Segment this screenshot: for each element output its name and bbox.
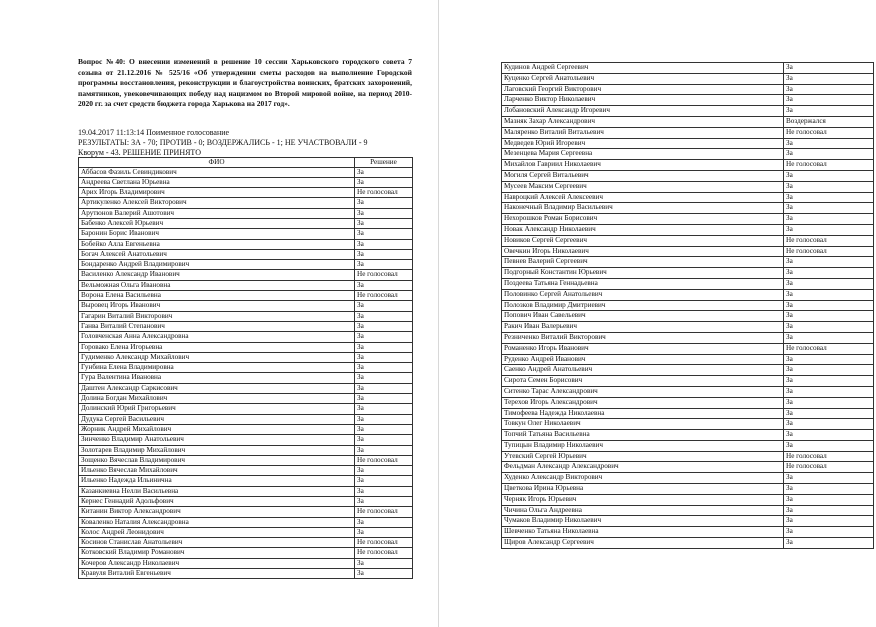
vote-decision: За [784, 268, 874, 279]
deputy-name: Долина Богдан Михайлович [79, 394, 355, 404]
vote-table-left [78, 157, 413, 579]
table-row [502, 106, 874, 117]
deputy-name: Черняк Игорь Юрьевич [502, 494, 784, 505]
table-row [79, 301, 413, 311]
table-row [79, 486, 413, 496]
deputy-name: Кернес Геннадий Адольфович [79, 497, 355, 507]
table-row [79, 404, 413, 414]
deputy-name: Михайлов Гавриил Николаевич [502, 160, 784, 171]
table-row [79, 198, 413, 208]
page-right [438, 0, 876, 627]
vote-decision: За [355, 435, 413, 445]
deputy-name: Чумаков Владимир Николаевич [502, 516, 784, 527]
vote-decision: За [784, 84, 874, 95]
table-row [79, 208, 413, 218]
table-row [79, 414, 413, 424]
vote-decision: За [784, 397, 874, 408]
table-row [502, 419, 874, 430]
vote-decision: За [784, 181, 874, 192]
table-row [502, 462, 874, 473]
deputy-name: Мусеев Максим Сергеевич [502, 181, 784, 192]
vote-decision: Не голосовал [784, 343, 874, 354]
vote-decision: За [355, 569, 413, 579]
vote-decision: За [784, 289, 874, 300]
deputy-name: Половинко Сергей Анатольевич [502, 289, 784, 300]
header-name: ФИО [79, 158, 355, 168]
table-row [79, 229, 413, 239]
vote-decision: Не голосовал [355, 538, 413, 548]
vote-decision: За [784, 278, 874, 289]
vote-decision: Не голосовал [355, 455, 413, 465]
table-row [502, 73, 874, 84]
table-row [79, 280, 413, 290]
vote-decision: За [355, 383, 413, 393]
table-row [79, 517, 413, 527]
vote-decision: За [784, 138, 874, 149]
table-row [502, 322, 874, 333]
deputy-name: Топчий Татьяна Васильевна [502, 430, 784, 441]
deputy-name: Шевченко Татьяна Николаевна [502, 527, 784, 538]
vote-decision: Не голосовал [355, 507, 413, 517]
vote-decision: Не голосовал [355, 188, 413, 198]
deputy-name: Ганва Виталий Степанович [79, 321, 355, 331]
deputy-name: Ларченко Виктор Николаевич [502, 95, 784, 106]
question-title: Вопрос №40: О внесении изменений в решение 10 сессии Харьковского городского совета 7 созыва от 21.12.2016 № 525/16 «Об утверждении сметы расходов на выполнение Городской программы восстановления, реконструкции и благоустройства воинских, братских захоронений, памятников, увековечивающих победу над нацизмом во Второй мировой войне, на период 2010-2020 гг. за счет средств бюджета города Харькова на 2017 год». [78, 57, 412, 108]
vote-decision: За [784, 505, 874, 516]
deputy-name: Сирота Семен Борисович [502, 376, 784, 387]
vote-decision: За [355, 527, 413, 537]
vote-decision: За [784, 354, 874, 365]
deputy-name: Товкун Олег Николаевич [502, 419, 784, 430]
table-row [502, 84, 874, 95]
header-decision: Решение [355, 158, 413, 168]
vote-decision: За [784, 322, 874, 333]
vote-decision: За [784, 386, 874, 397]
table-row [79, 311, 413, 321]
table-row [502, 268, 874, 279]
table-row [502, 484, 874, 495]
table-row [79, 342, 413, 352]
table-row [79, 188, 413, 198]
table-row [502, 343, 874, 354]
vote-decision: За [784, 311, 874, 322]
vote-decision: За [355, 476, 413, 486]
table-row [79, 527, 413, 537]
vote-decision: За [355, 332, 413, 342]
table-row [502, 127, 874, 138]
deputy-name: Нехорошков Роман Борисович [502, 214, 784, 225]
table-row [502, 494, 874, 505]
deputy-name: Богач Алексей Анатольевич [79, 249, 355, 259]
vote-table-right [501, 62, 874, 549]
vote-decision: За [355, 280, 413, 290]
table-row [502, 257, 874, 268]
vote-decision: За [355, 167, 413, 177]
table-row [502, 181, 874, 192]
table-row [502, 149, 874, 160]
table-row [502, 473, 874, 484]
vote-decision: За [784, 527, 874, 538]
deputy-name: Куценко Сергей Анатольевич [502, 73, 784, 84]
deputy-name: Чичина Ольга Андреевна [502, 505, 784, 516]
vote-decision: За [784, 149, 874, 160]
vote-decision: За [784, 365, 874, 376]
table-row [79, 373, 413, 383]
deputy-name: Кудинов Андрей Сергеевич [502, 63, 784, 74]
vote-decision: Не голосовал [784, 235, 874, 246]
deputy-name: Гура Валентина Ивановна [79, 373, 355, 383]
table-row [502, 376, 874, 387]
deputy-name: Руденко Андрей Иванович [502, 354, 784, 365]
deputy-name: Даштен Александр Саркисович [79, 383, 355, 393]
deputy-name: Утевский Сергей Юрьевич [502, 451, 784, 462]
deputy-name: Ильенко Вячеслав Михайлович [79, 466, 355, 476]
deputy-name: Маляренко Виталий Витальевич [502, 127, 784, 138]
vote-decision: За [355, 260, 413, 270]
vote-decision: Не голосовал [784, 462, 874, 473]
table-row [79, 455, 413, 465]
deputy-name: Мезенцева Мария Сергеевна [502, 149, 784, 160]
deputy-name: Полозков Владимир Дмитриевич [502, 300, 784, 311]
vote-decision: За [784, 376, 874, 387]
table-row [79, 507, 413, 517]
vote-decision: За [355, 321, 413, 331]
deputy-name: Китанин Виктор Александрович [79, 507, 355, 517]
vote-decision: Не голосовал [355, 548, 413, 558]
vote-decision: Воздержался [784, 116, 874, 127]
vote-decision: За [784, 95, 874, 106]
vote-decision: Не голосовал [355, 291, 413, 301]
deputy-name: Кочеров Александр Николаевич [79, 558, 355, 568]
vote-decision: За [355, 517, 413, 527]
table-row [79, 548, 413, 558]
vote-decision: За [355, 558, 413, 568]
table-row [79, 476, 413, 486]
table-row [79, 435, 413, 445]
deputy-name: Зинченко Владимир Анатольевич [79, 435, 355, 445]
table-row [79, 218, 413, 228]
deputy-name: Бондаренко Андрей Владимирович [79, 260, 355, 270]
table-row [79, 167, 413, 177]
table-row [502, 386, 874, 397]
table-row [79, 352, 413, 362]
deputy-name: Головченская Анна Александровна [79, 332, 355, 342]
vote-decision: За [355, 497, 413, 507]
vote-decision: За [355, 249, 413, 259]
table-row [502, 505, 874, 516]
vote-decision: За [355, 486, 413, 496]
table-header-row [79, 158, 413, 168]
deputy-name: Ракич Иван Валерьевич [502, 322, 784, 333]
deputy-name: Аббасов Фазиль Севиндикович [79, 167, 355, 177]
vote-decision: За [355, 404, 413, 414]
vote-decision: За [784, 408, 874, 419]
deputy-name: Бобейко Алла Евгеньевна [79, 239, 355, 249]
vote-decision: За [784, 300, 874, 311]
vote-decision: За [784, 484, 874, 495]
table-row [79, 270, 413, 280]
table-row [502, 203, 874, 214]
deputy-name: Саенко Андрей Анатольевич [502, 365, 784, 376]
vote-decision: За [355, 363, 413, 373]
table-row [79, 239, 413, 249]
deputy-name: Худенко Александр Викторович [502, 473, 784, 484]
table-row [502, 116, 874, 127]
table-row [79, 569, 413, 579]
table-row [79, 177, 413, 187]
table-row [79, 558, 413, 568]
table-row [502, 246, 874, 257]
table-row [502, 354, 874, 365]
deputy-name: Василенко Александр Иванович [79, 270, 355, 280]
deputy-name: Горовако Елена Игорьевна [79, 342, 355, 352]
table-row [79, 332, 413, 342]
deputy-name: Коваленко Наталия Александровна [79, 517, 355, 527]
table-row [502, 332, 874, 343]
vote-decision: За [355, 239, 413, 249]
deputy-name: Гудименко Александр Михайлович [79, 352, 355, 362]
vote-decision: За [784, 106, 874, 117]
deputy-name: Певнев Валерий Сергеевич [502, 257, 784, 268]
deputy-name: Бабенко Алексей Юрьевич [79, 218, 355, 228]
table-row [502, 397, 874, 408]
vote-decision: За [784, 538, 874, 549]
vote-decision: За [784, 203, 874, 214]
vote-decision: За [784, 473, 874, 484]
table-row [502, 300, 874, 311]
table-row [502, 451, 874, 462]
vote-decision: За [355, 218, 413, 228]
deputy-name: Щиров Александр Сергеевич [502, 538, 784, 549]
deputy-name: Резниченко Виталий Викторович [502, 332, 784, 343]
table-row [79, 249, 413, 259]
vote-decision: За [784, 63, 874, 74]
table-row [502, 538, 874, 549]
vote-decision: За [355, 373, 413, 383]
deputy-name: Подгорный Константин Юрьевич [502, 268, 784, 279]
vote-decision: За [784, 73, 874, 84]
deputy-name: Дудука Сергей Васильевич [79, 414, 355, 424]
deputy-name: Мазняк Захар Александрович [502, 116, 784, 127]
deputy-name: Вельможная Ольга Ивановна [79, 280, 355, 290]
table-row [79, 466, 413, 476]
deputy-name: Арих Игорь Владимирович [79, 188, 355, 198]
deputy-name: Могиля Сергей Витальевич [502, 170, 784, 181]
vote-decision: За [355, 208, 413, 218]
table-row [502, 365, 874, 376]
vote-decision: За [784, 440, 874, 451]
vote-decision: За [784, 494, 874, 505]
table-row [79, 538, 413, 548]
table-row [502, 311, 874, 322]
deputy-name: Зощенко Вячеслав Владимирович [79, 455, 355, 465]
vote-decision: Не голосовал [784, 246, 874, 257]
table-row [502, 527, 874, 538]
deputy-name: Арутюнов Валерий Ашотович [79, 208, 355, 218]
vote-decision: За [355, 424, 413, 434]
vote-decision: За [355, 177, 413, 187]
vote-decision: За [784, 419, 874, 430]
table-row [502, 63, 874, 74]
deputy-name: Фельдман Александр Александрович [502, 462, 784, 473]
vote-decision: За [355, 394, 413, 404]
table-row [502, 235, 874, 246]
deputy-name: Колос Андрей Леонидович [79, 527, 355, 537]
deputy-name: Лобановский Александр Игоревич [502, 106, 784, 117]
deputy-name: Цветкова Ирина Юрьевна [502, 484, 784, 495]
vote-decision: За [355, 352, 413, 362]
table-row [502, 95, 874, 106]
table-row [79, 497, 413, 507]
vote-decision: За [784, 214, 874, 225]
table-row [502, 289, 874, 300]
vote-decision: За [784, 430, 874, 441]
deputy-name: Андреева Светлана Юрьевна [79, 177, 355, 187]
deputy-name: Овечкин Игорь Николаевич [502, 246, 784, 257]
vote-decision: Не голосовал [784, 160, 874, 171]
table-row [502, 160, 874, 171]
vote-results: РЕЗУЛЬТАТЫ: ЗА - 70; ПРОТИВ - 0; ВОЗДЕРЖАЛИСЬ - 1; НЕ УЧАСТВОВАЛИ - 9 [78, 138, 368, 147]
quorum-decision: Кворум - 43. РЕШЕНИЕ ПРИНЯТО [78, 148, 201, 157]
table-row [79, 363, 413, 373]
table-row [79, 424, 413, 434]
deputy-name: Тупицын Владимир Николаевич [502, 440, 784, 451]
deputy-name: Романенко Игорь Иванович [502, 343, 784, 354]
deputy-name: Наконечный Владимир Васильевич [502, 203, 784, 214]
table-row [79, 445, 413, 455]
deputy-name: Артикуленко Алексей Викторович [79, 198, 355, 208]
table-row [502, 430, 874, 441]
vote-decision: За [355, 301, 413, 311]
vote-decision: За [784, 516, 874, 527]
vote-decision: За [355, 342, 413, 352]
deputy-name: Новиков Сергей Сергеевич [502, 235, 784, 246]
vote-decision: Не голосовал [355, 270, 413, 280]
deputy-name: Косинов Станислав Анатольевич [79, 538, 355, 548]
table-row [502, 516, 874, 527]
deputy-name: Кравуля Виталий Евгеньевич [79, 569, 355, 579]
deputy-name: Долинский Юрий Григорьевич [79, 404, 355, 414]
table-row [79, 394, 413, 404]
vote-decision: Не голосовал [784, 451, 874, 462]
deputy-name: Котковский Владимир Романович [79, 548, 355, 558]
vote-decision: За [784, 257, 874, 268]
deputy-name: Казанкиевна Нелли Васильевна [79, 486, 355, 496]
vote-decision: За [784, 170, 874, 181]
table-row [502, 224, 874, 235]
table-row [502, 440, 874, 451]
vote-decision: За [355, 198, 413, 208]
vote-decision: За [355, 466, 413, 476]
deputy-name: Баронин Борис Иванович [79, 229, 355, 239]
vote-decision: За [784, 332, 874, 343]
table-row [502, 170, 874, 181]
vote-decision: Не голосовал [784, 127, 874, 138]
table-row [79, 383, 413, 393]
table-row [502, 138, 874, 149]
table-row [502, 278, 874, 289]
vote-decision: За [355, 414, 413, 424]
deputy-name: Терехов Игорь Александрович [502, 397, 784, 408]
deputy-name: Ситенко Тарас Александрович [502, 386, 784, 397]
deputy-name: Ильенко Надежда Ильинична [79, 476, 355, 486]
vote-decision: За [784, 224, 874, 235]
deputy-name: Золотарев Владимир Михайлович [79, 445, 355, 455]
deputy-name: Ворона Елена Васильевна [79, 291, 355, 301]
deputy-name: Попович Иван Савельевич [502, 311, 784, 322]
deputy-name: Навроцкий Алексей Алексеевич [502, 192, 784, 203]
table-row [502, 408, 874, 419]
deputy-name: Тимофеева Надежда Николаевна [502, 408, 784, 419]
vote-decision: За [784, 192, 874, 203]
deputy-name: Медведев Юрий Игоревич [502, 138, 784, 149]
table-row [79, 260, 413, 270]
vote-decision: За [355, 311, 413, 321]
deputy-name: Выровец Игорь Иванович [79, 301, 355, 311]
vote-decision: За [355, 229, 413, 239]
deputy-name: Лаговский Георгий Викторович [502, 84, 784, 95]
table-row [79, 291, 413, 301]
deputy-name: Гунбина Елена Владимировна [79, 363, 355, 373]
table-row [79, 321, 413, 331]
vote-decision: За [355, 445, 413, 455]
deputy-name: Жорник Андрей Михайлович [79, 424, 355, 434]
deputy-name: Гагарин Виталий Викторович [79, 311, 355, 321]
vote-datetime: 19.04.2017 11:13:14 Поименное голосование [78, 128, 230, 137]
table-row [502, 192, 874, 203]
table-row [502, 214, 874, 225]
deputy-name: Поздеева Татьяна Геннадьевна [502, 278, 784, 289]
deputy-name: Новак Александр Николаевич [502, 224, 784, 235]
